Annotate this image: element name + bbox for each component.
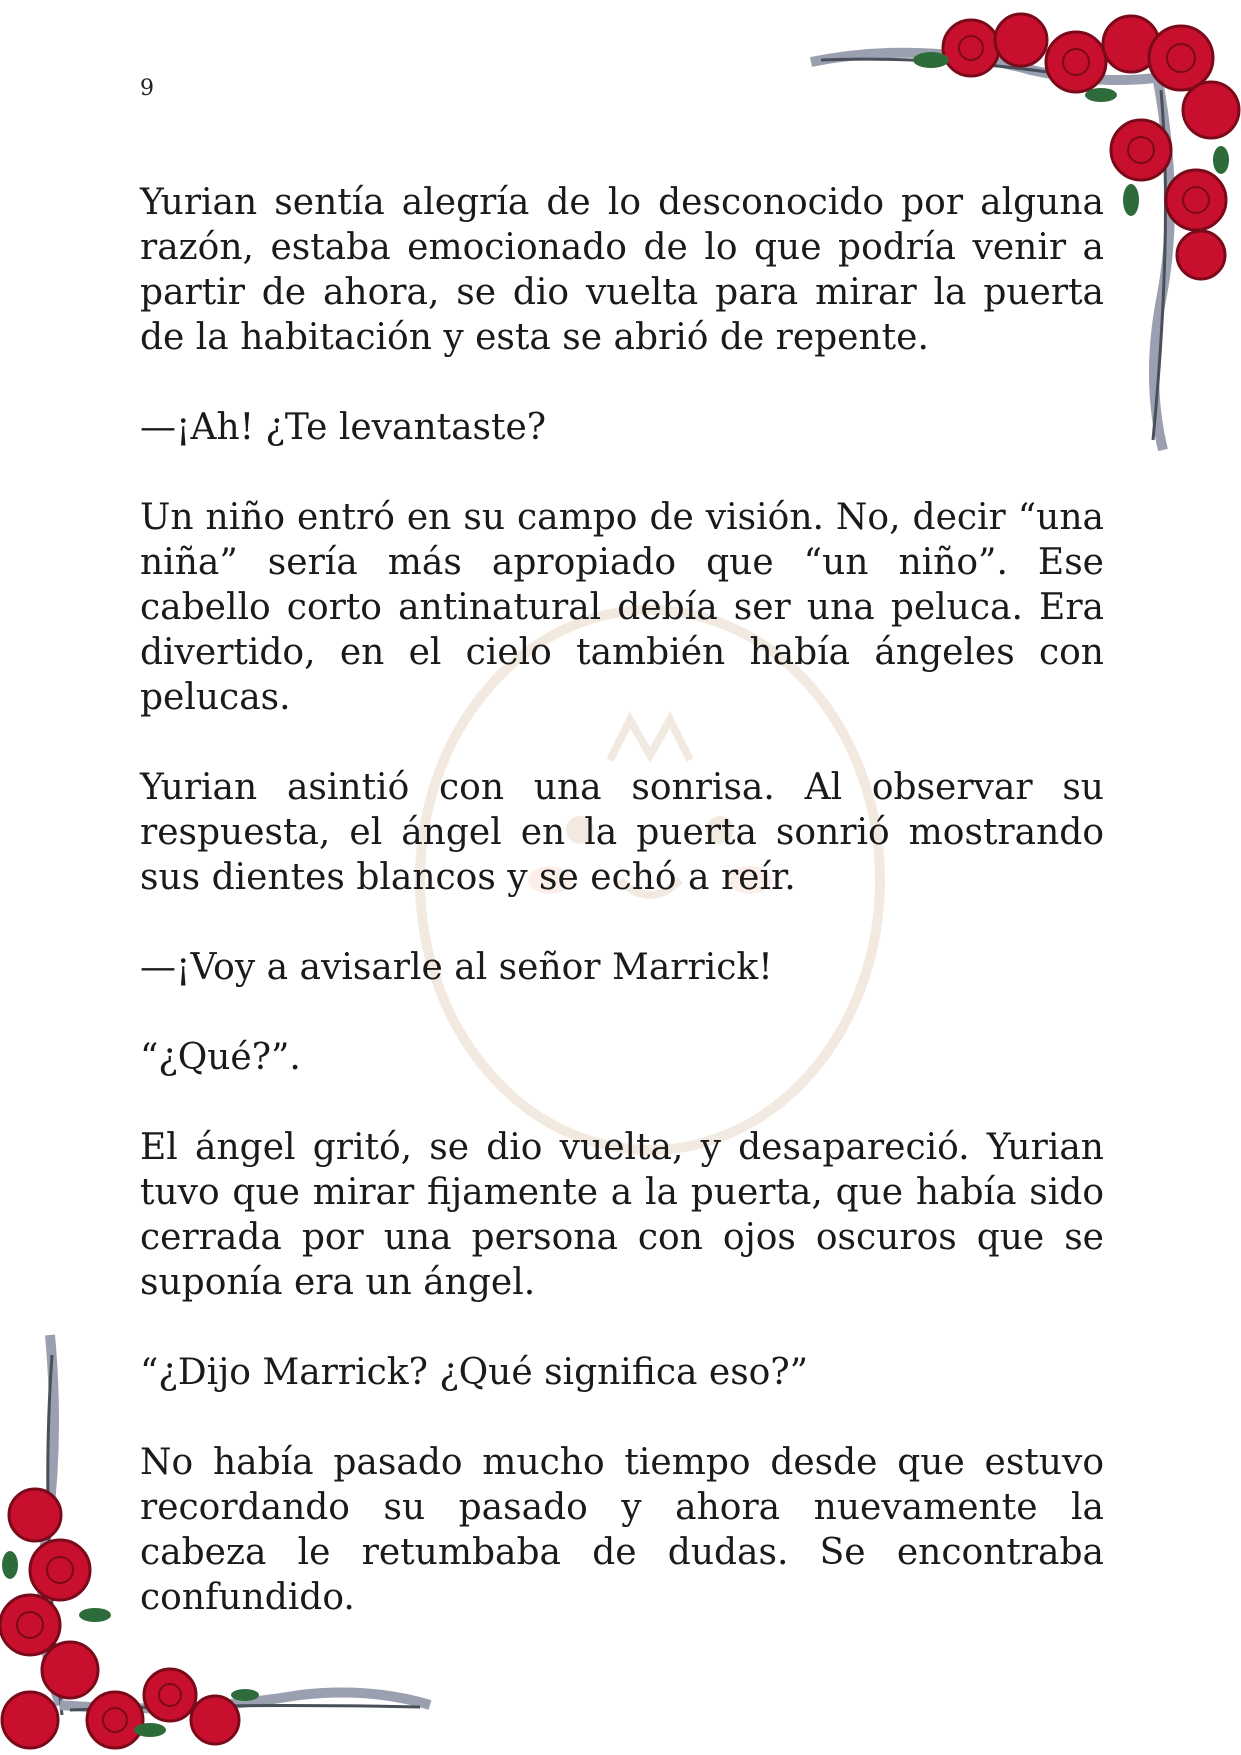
paragraph-8: “¿Dijo Marrick? ¿Qué significa eso?” [140,1352,809,1393]
paragraph-5: —¡Voy a avisarle al señor Marrick! [140,947,773,988]
paragraph-6: “¿Qué?”. [140,1037,301,1078]
body-text [140,180,1104,1665]
paragraph-2: —¡Ah! ¿Te levantaste? [140,407,547,448]
paragraph-7: El ángel gritó, se dio vuelta, y desapareció. Yurian tuvo que mirar fijamente a la puerta, que había sido cerrada por una persona con ojos oscuros que se suponía era un ángel. [140,1127,1104,1303]
page-number: 9 [140,76,154,101]
paragraph-4: Yurian asintió con una sonrisa. Al observar su respuesta, el ángel en la puerta sonrió mostrando sus dientes blancos y se echó a reír. [140,767,1104,898]
paragraph-3: Un niño entró en su campo de visión. No, decir “una niña” sería más apropiado que “un niño”. Ese cabello corto antinatural debía ser una peluca. Era divertido, en el cielo también había ángeles con pelucas. [140,497,1104,718]
paragraph-9: No había pasado mucho tiempo desde que estuvo recordando su pasado y ahora nuevamente la cabeza le retumbaba de dudas. Se encontraba confundido. [140,1442,1104,1618]
paragraph-1: Yurian sentía alegría de lo desconocido por alguna razón, estaba emocionado de lo que podría venir a partir de ahora, se dio vuelta para mirar la puerta de la habitación y esta se abrió de repente. [140,182,1104,358]
